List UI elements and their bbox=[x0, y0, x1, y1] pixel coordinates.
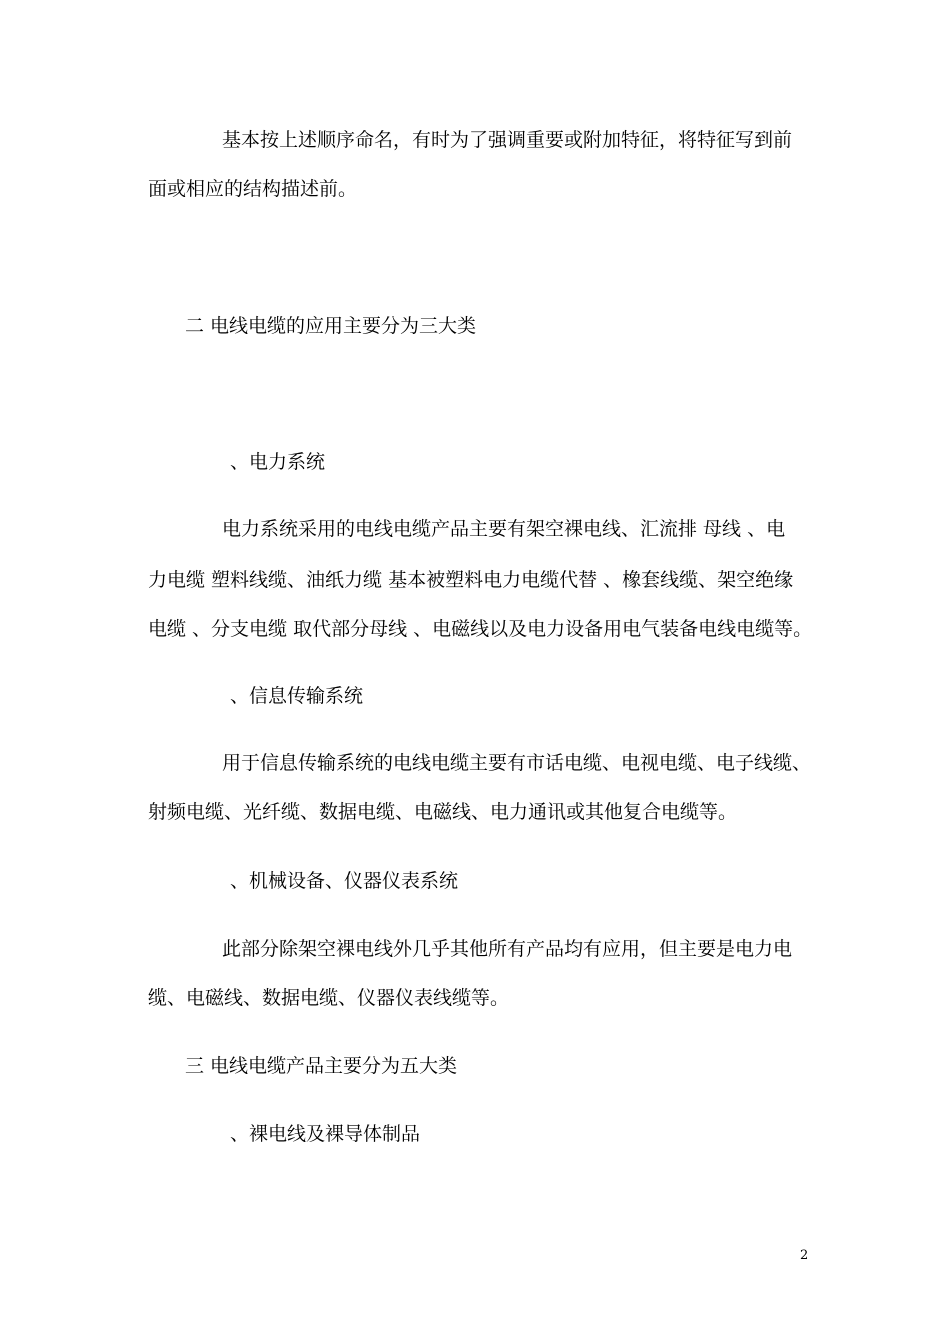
paragraph-machinery-line-2: 缆、电磁线、数据电缆、仪器仪表线缆等。 bbox=[148, 987, 510, 1009]
paragraph-power-system-line-3: 电缆 、分支电缆 取代部分母线 、电磁线以及电力设备用电气装备电线电缆等。 bbox=[148, 618, 813, 640]
paragraph-power-system-line-2: 力电缆 塑料线缆、油纸力缆 基本被塑料电力电缆代替 、橡套线缆、架空绝缘 bbox=[148, 569, 794, 591]
paragraph-information-line-2: 射频电缆、光纤缆、数据电缆、电磁线、电力通讯或其他复合电缆等。 bbox=[148, 801, 738, 823]
page-number: 2 bbox=[800, 1248, 809, 1263]
paragraph-naming-line-2: 面或相应的结构描述前。 bbox=[148, 178, 358, 200]
paragraph-information-line-1: 用于信息传输系统的电线电缆主要有市话电缆、电视电缆、电子线缆、 bbox=[222, 752, 812, 774]
section-heading-applications: 二 电线电缆的应用主要分为三大类 bbox=[185, 315, 477, 337]
subheading-bare-wire: 、裸电线及裸导体制品 bbox=[230, 1123, 421, 1145]
subheading-information-transmission: 、信息传输系统 bbox=[230, 685, 364, 707]
section-heading-product-categories: 三 电线电缆产品主要分为五大类 bbox=[185, 1055, 458, 1077]
subheading-power-system: 、电力系统 bbox=[230, 451, 326, 473]
paragraph-power-system-line-1: 电力系统采用的电线电缆产品主要有架空裸电线、汇流排 母线 、电 bbox=[222, 518, 786, 540]
subheading-machinery-instruments: 、机械设备、仪器仪表系统 bbox=[230, 870, 459, 892]
paragraph-machinery-line-1: 此部分除架空裸电线外几乎其他所有产品均有应用，但主要是电力电 bbox=[222, 938, 793, 960]
paragraph-naming-line-1: 基本按上述顺序命名，有时为了强调重要或附加特征，将特征写到前 bbox=[222, 129, 793, 151]
